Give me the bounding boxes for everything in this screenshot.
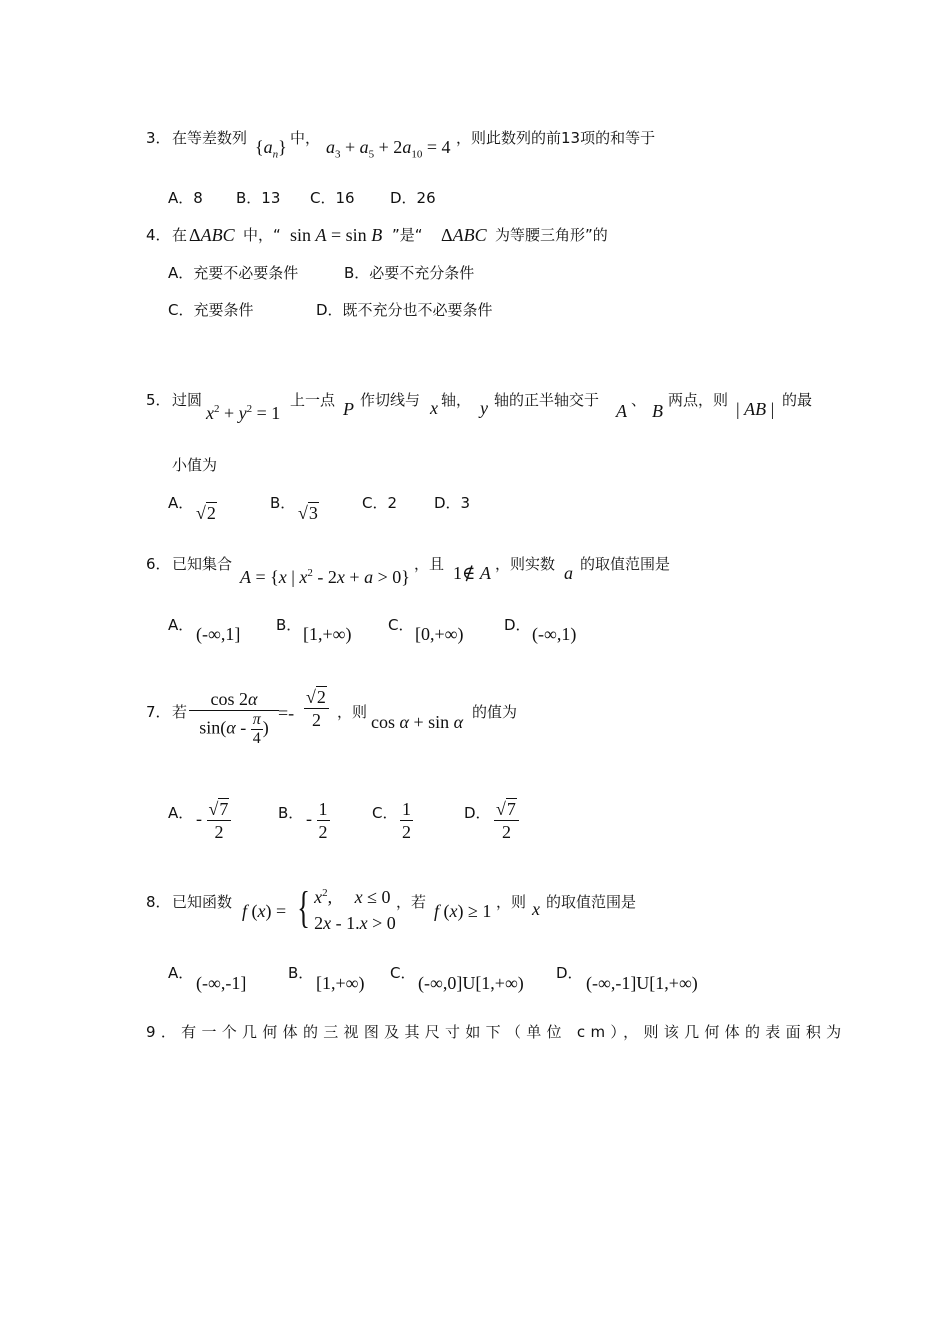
q6-text-3: ，则实数 (495, 555, 556, 573)
q6-text-2: ，且 (414, 555, 445, 573)
q6-label-c: C． (388, 616, 414, 634)
q5-circle: $x^2 + y^2 = 1$ (206, 403, 281, 423)
q6-text-4: 的取值范围是 (580, 555, 671, 573)
q7-text-1: 若 (172, 703, 188, 721)
q8-function-name: f (x) = (242, 901, 287, 921)
q3-sequence-symbol: $\{a_n\}$ (255, 137, 287, 161)
q7-rhs-fraction: $\frac{√2}{2}$ (304, 686, 329, 731)
q5-x-var: x (430, 398, 438, 418)
q7-label-b: B． (278, 804, 304, 822)
q7-option-b-value: - $\frac{1}{2}$ (306, 799, 328, 842)
q6-label-b: B． (276, 616, 302, 634)
q7-option-d-value: $\frac{√7}{2}$ (494, 798, 519, 843)
q5-text-7: 的最 (782, 391, 813, 409)
q5-text-6: 两点，则 (668, 391, 729, 409)
q8-number: 8． (146, 893, 171, 911)
q8-text-2: ，若 (396, 893, 427, 911)
q5-text-2: 上一点 (290, 391, 336, 409)
q9-text: 9．有一个几何体的三视图及其尺寸如下（单位 cm），则该几何体的表面积为 (146, 1023, 847, 1041)
q3-option-c: C．16 (310, 189, 355, 207)
q8-condition: f (x) ≥ 1 (434, 901, 492, 921)
q8-piecewise: { $x^2$, x ≤ 0 2x - 1.x > 0 (297, 883, 396, 933)
q6-set: A = {x | $x^2 - 2x + a > 0$} (240, 567, 410, 587)
q5-point-a: A (616, 401, 627, 421)
q7-text-2: ，则 (337, 703, 368, 721)
q3-number: 3． (146, 129, 171, 147)
q8-text-4: 的取值范围是 (546, 893, 637, 911)
q8-x-var: x (532, 899, 540, 919)
q5-option-d: D．3 (434, 494, 471, 512)
q4-condition: sin A = sin B (290, 225, 383, 245)
q4-text-2: 中，“ (243, 226, 281, 244)
q4-text-4: 为等腰三角形”的 (495, 226, 608, 244)
q8-label-d: D． (556, 964, 583, 982)
q5-text-3: 作切线与 (360, 391, 421, 409)
q8-option-d-value: (-∞,-1]U[1,+∞) (586, 973, 698, 993)
q4-triangle: ΔABC (189, 225, 235, 245)
q5-option-a-value: √2 (196, 503, 216, 523)
q7-label-a: A． (168, 804, 194, 822)
q5-label-b: B． (270, 494, 296, 512)
q7-text-3: 的值为 (472, 703, 518, 721)
q6-text-1: 已知集合 (172, 555, 233, 573)
q4-triangle-label: ABC (200, 225, 235, 245)
q8-option-a-value: (-∞,-1] (196, 973, 247, 993)
q8-option-c-value: (-∞,0]U[1,+∞) (418, 973, 524, 993)
q7-label-c: C． (372, 804, 398, 822)
q4-triangle-2: ΔABC (441, 225, 487, 245)
q5-text-8: 小值为 (172, 456, 218, 474)
q4-option-a: A．充要不必要条件 (168, 264, 299, 282)
q3-text-2: 中， (290, 129, 321, 147)
q8-text-1: 已知函数 (172, 893, 233, 911)
q5-label-a: A． (168, 494, 194, 512)
q3-option-b: B．13 (236, 189, 281, 207)
q7-lhs-fraction: cos 2α sin(α - $\frac{\pi}{4}$ ) (189, 688, 279, 748)
q6-label-d: D． (504, 616, 531, 634)
q8-option-b-value: [1,+∞) (316, 973, 365, 993)
q5-separator: 、 (631, 391, 647, 409)
q3-text-1: 在等差数列 (172, 129, 248, 147)
q5-point: P (343, 399, 354, 419)
q6-a-var: a (564, 563, 573, 583)
q6-option-b-value: [1,+∞) (303, 624, 352, 644)
q8-text-3: ，则 (496, 893, 527, 911)
q5-y-var: y (480, 398, 488, 418)
q5-option-c: C．2 (362, 494, 398, 512)
q5-ab: | AB | (736, 399, 775, 419)
q3-option-a: A．8 (168, 189, 203, 207)
q4-option-c: C．充要条件 (168, 301, 254, 319)
q8-label-a: A． (168, 964, 194, 982)
q7-option-c-value: $\frac{1}{2}$ (402, 799, 411, 842)
q5-option-b-value: √3 (298, 503, 318, 523)
q7-expression: cos α + sin α (371, 712, 464, 732)
q3-text-3: ，则此数列的前13项的和等于 (456, 129, 656, 147)
q8-label-c: C． (390, 964, 416, 982)
q5-number: 5． (146, 391, 171, 409)
q4-option-d: D．既不充分也不必要条件 (316, 301, 493, 319)
q6-number: 6． (146, 555, 171, 573)
q6-notin: 1∉ A (453, 563, 491, 583)
q6-option-a-value: (-∞,1] (196, 624, 241, 644)
q3-option-d: D．26 (390, 189, 436, 207)
q5-point-b: B (652, 401, 663, 421)
q8-label-b: B． (288, 964, 314, 982)
q4-text-1: 在 (172, 226, 188, 244)
q5-text-4: 轴， (441, 391, 472, 409)
q7-label-d: D． (464, 804, 491, 822)
q5-text-5: 轴的正半轴交于 (494, 391, 600, 409)
q5-text-1: 过圆 (172, 391, 203, 409)
q3-condition: $a_3 + a_5 + 2a_{10} = 4$ (326, 137, 451, 161)
q7-equals: =- (278, 703, 295, 723)
q7-number: 7． (146, 703, 171, 721)
q7-option-a-value: - $\frac{√7}{2}$ (196, 798, 231, 843)
q6-option-d-value: (-∞,1) (532, 624, 577, 644)
q4-text-3: ”是“ (392, 226, 423, 244)
q6-option-c-value: [0,+∞) (415, 624, 464, 644)
q4-number: 4． (146, 226, 171, 244)
q6-label-a: A． (168, 616, 194, 634)
q4-option-b: B．必要不充分条件 (344, 264, 475, 282)
